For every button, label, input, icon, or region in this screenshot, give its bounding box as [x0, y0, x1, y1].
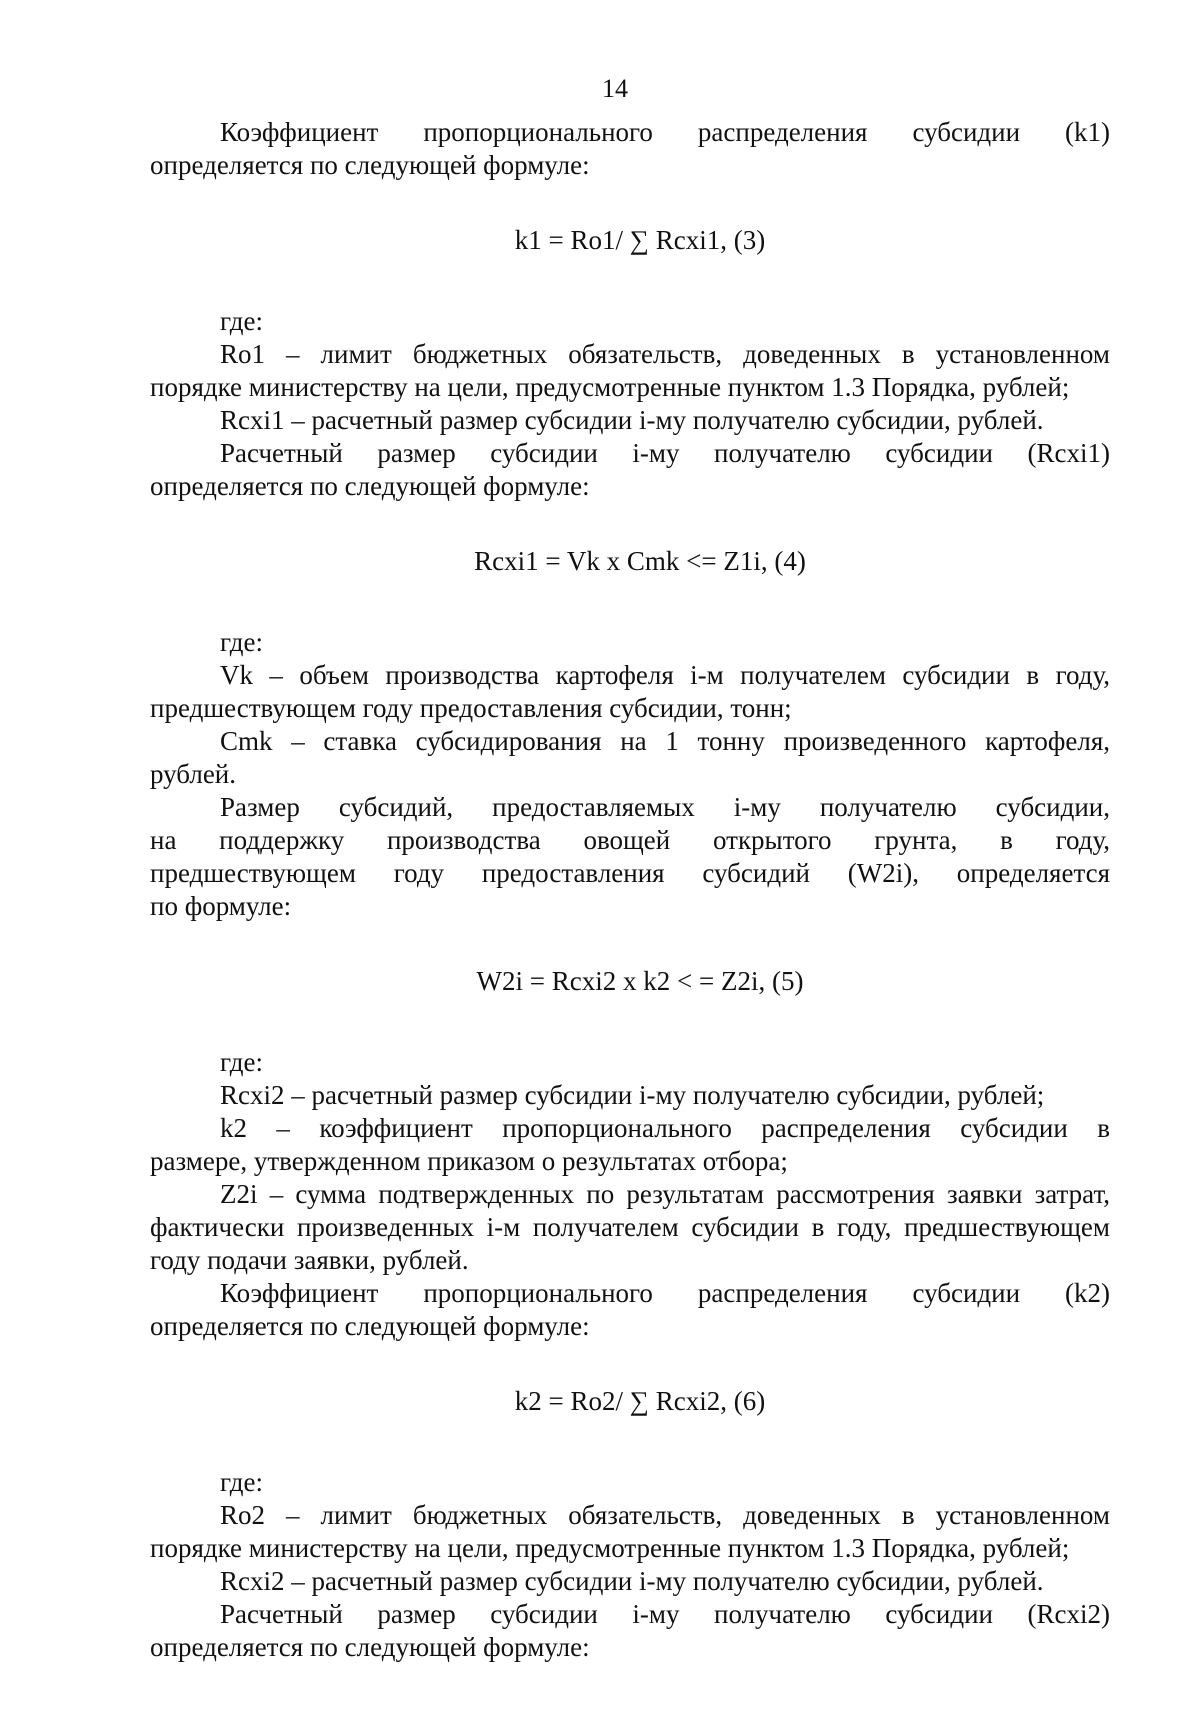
- formula-4: Rcxi1 = Vk x Cmk <= Z1i, (4): [474, 546, 806, 576]
- paragraph-line: определяется по следующей формуле:: [150, 1311, 590, 1341]
- definition-line: рублей.: [150, 759, 237, 789]
- where-label: где:: [220, 627, 263, 657]
- paragraph-line: предшествующем году предоставления субсидий (W2i), определяется: [150, 858, 1110, 888]
- paragraph-line: Расчетный размер субсидии i-му получателю субсидии (Rcxi2): [220, 1599, 1110, 1629]
- paragraph-line: определяется по следующей формуле:: [150, 150, 590, 180]
- definition-line: предшествующем году предоставления субсидии, тонн;: [150, 693, 792, 723]
- formula-3: k1 = Ro1/ ∑ Rcxi1, (3): [514, 225, 766, 255]
- where-label: где:: [220, 1467, 263, 1497]
- paragraph-line: определяется по следующей формуле:: [150, 1632, 590, 1662]
- definition-line: Vk – объем производства картофеля i-м получателем субсидии в году,: [220, 660, 1110, 690]
- paragraph-line: по формуле:: [150, 891, 292, 921]
- where-label: где:: [220, 1047, 263, 1077]
- definition-line: Rcxi2 – расчетный размер субсидии i-му получателю субсидии, рублей;: [220, 1080, 1045, 1110]
- definition-line: Rcxi2 – расчетный размер субсидии i-му получателю субсидии, рублей.: [220, 1566, 1044, 1596]
- paragraph-line: Размер субсидий, предоставляемых i-му получателю субсидии,: [220, 792, 1110, 822]
- paragraph-line: Коэффициент пропорционального распределения субсидии (k1): [220, 117, 1110, 147]
- paragraph-line: Коэффициент пропорционального распределения субсидии (k2): [220, 1278, 1110, 1308]
- definition-line: порядке министерству на цели, предусмотренные пунктом 1.3 Порядка, рублей;: [150, 1533, 1070, 1563]
- paragraph-line: на поддержку производства овощей открытого грунта, в году,: [150, 825, 1110, 855]
- definition-line: году подачи заявки, рублей.: [150, 1245, 469, 1275]
- paragraph-line: Расчетный размер субсидии i-му получателю субсидии (Rcxi1): [220, 438, 1110, 468]
- where-label: где:: [220, 306, 263, 336]
- definition-line: фактически произведенных i-м получателем субсидии в году, предшествующем: [150, 1212, 1110, 1242]
- definition-line: Ro1 – лимит бюджетных обязательств, доведенных в установленном: [220, 339, 1110, 369]
- paragraph-line: определяется по следующей формуле:: [150, 471, 590, 501]
- definition-line: размере, утвержденном приказом о результатах отбора;: [150, 1146, 788, 1176]
- definition-line: Z2i – сумма подтвержденных по результатам рассмотрения заявки затрат,: [220, 1179, 1110, 1209]
- page-number: 14: [602, 74, 628, 103]
- definition-line: Ro2 – лимит бюджетных обязательств, доведенных в установленном: [220, 1500, 1110, 1530]
- document-body: [150, 116, 1110, 1664]
- formula-6: k2 = Ro2/ ∑ Rcxi2, (6): [514, 1386, 766, 1416]
- formula-5: W2i = Rcxi2 x k2 < = Z2i, (5): [476, 966, 804, 996]
- definition-line: k2 – коэффициент пропорционального распределения субсидии в: [220, 1113, 1110, 1143]
- definition-line: Cmk – ставка субсидирования на 1 тонну произведенного картофеля,: [220, 726, 1110, 756]
- definition-line: Rcxi1 – расчетный размер субсидии i-му получателю субсидии, рублей.: [220, 405, 1044, 435]
- definition-line: порядке министерству на цели, предусмотренные пунктом 1.3 Порядка, рублей;: [150, 372, 1070, 402]
